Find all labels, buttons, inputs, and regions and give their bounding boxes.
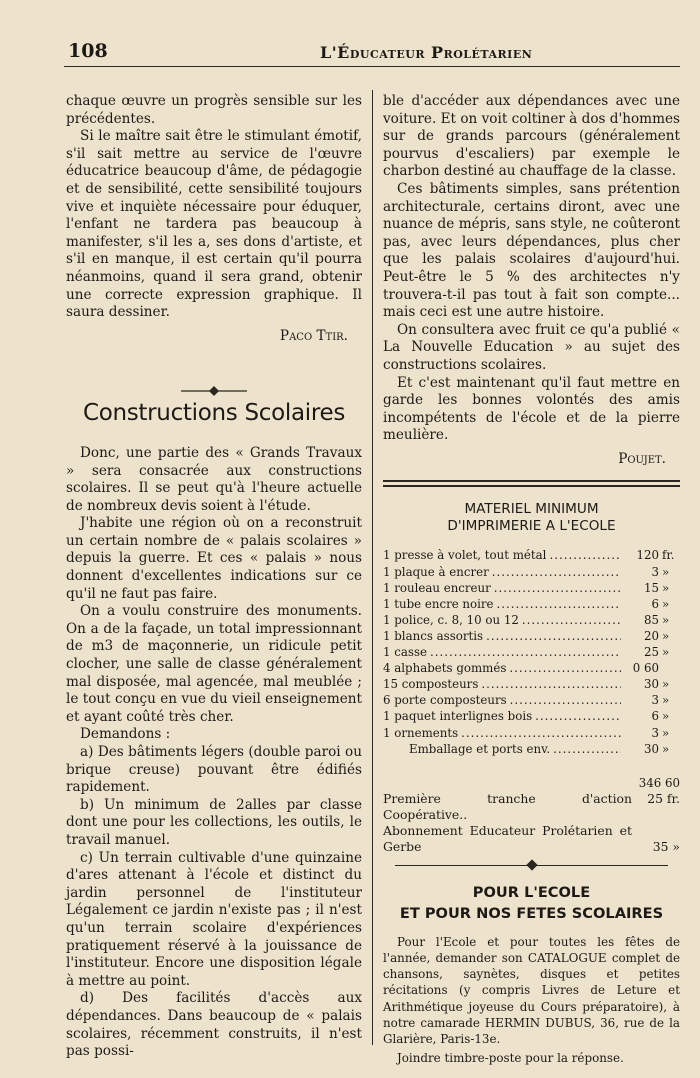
item-label: 1 plaque à encrer xyxy=(383,564,489,579)
running-title: L'Éducateur Prolétarien xyxy=(320,43,533,62)
item-label: 1 paquet interlignes bois xyxy=(383,709,533,724)
item-price: 25 xyxy=(643,645,659,660)
item-unit: » xyxy=(662,709,670,724)
item-price: 0 60 xyxy=(632,661,659,676)
body-paragraph: c) Un terrain cultivable d'une quinzaine d'ares attenant à l'école et distinct du jardin personnel de l'instituteur Légalement ce jardin n'existe pas ; il n'est qu'un terrain scolaire d'expériences pratiquement réservé à la jouissance de l'instituteur. Encore une disposition légale à mettre au point. xyxy=(66,849,362,989)
body-paragraph: b) Un minimum de 2alles par classe dont une pour les collections, les outils, le travail manuel. xyxy=(66,796,362,848)
dot-leader xyxy=(491,580,621,596)
item-unit: » xyxy=(662,596,670,611)
price-row xyxy=(383,692,680,708)
article-signature: Poujet. xyxy=(618,450,666,467)
body-paragraph: Et c'est maintenant qu'il faut mettre en garde les bonnes volontés des amis incompétents de l'école et de la pierre meulière. xyxy=(383,374,680,444)
dot-leader xyxy=(519,612,621,628)
double-rule-divider xyxy=(383,480,680,487)
intro-signature: Paco Ttir. xyxy=(279,327,348,344)
dot-leader xyxy=(506,660,621,676)
price-row xyxy=(383,612,680,628)
dot-leader xyxy=(546,547,621,563)
item-price: 30 xyxy=(643,677,659,692)
total-row xyxy=(383,775,680,791)
column-divider xyxy=(372,90,373,1045)
price-row xyxy=(383,676,680,692)
price-list xyxy=(383,547,680,790)
price-row xyxy=(383,725,680,741)
body-paragraph: Ces bâtiments simples, sans prétention architecturale, certains diront, avec une nuance de mépris, sans style, ne coûteront pas, avec leurs dépendances, plus cher que les palais scolaires d'aujourd'hui. Peut-être le 5 % des architectes n'y trouvera-t-il pas tout à fait son compte... mais ceci est une autre histoire. xyxy=(383,180,680,321)
extra-value: 35 » xyxy=(652,838,680,854)
intro-paragraph: chaque œuvre un progrès sensible sur les précédentes. xyxy=(66,93,362,127)
ornament-icon xyxy=(179,385,249,397)
price-list-title-line: D'IMPRIMERIE A L'ECOLE xyxy=(447,518,616,535)
dot-leader xyxy=(483,628,621,644)
ad-body xyxy=(383,934,680,1067)
item-price: 120 xyxy=(636,548,659,563)
dot-leader xyxy=(458,725,621,741)
item-label: 1 ornements xyxy=(383,725,459,740)
item-label: 1 tube encre noire xyxy=(383,596,494,611)
body-paragraph: On a voulu construire des monuments. On a de la façade, un total impressionnant de m3 de maçonnerie, un ridicule petit clocher, une salle de classe généralement mal disposée, mal agencée, mal meublée ; le tout conçu en vue du vieil enseignement et ayant coûté très cher. xyxy=(66,603,362,725)
dot-leader xyxy=(507,692,621,708)
body-paragraph: Demandons : xyxy=(80,726,171,743)
page-header xyxy=(64,38,680,67)
extra-label: Abonnement Educateur Prolétarien et Gerbe xyxy=(383,822,632,854)
item-unit: » xyxy=(662,564,670,579)
ad-text: Pour l'Ecole et pour toutes les fêtes de l'année, demander son CATALOGUE complet de chansons, saynètes, disques et petites récitations (y compris Livres de Leture et Arithmétique joyeuse du Cours préparatoire), à notre camarade HERMIN DUBUS, 36, rue de la Glarière, Paris-13e. xyxy=(383,934,680,1046)
total-value: 346 60 xyxy=(638,775,680,790)
ad-title-line: POUR L'ECOLE xyxy=(472,883,591,901)
item-label: 1 casse xyxy=(383,645,427,660)
price-row xyxy=(383,644,680,660)
dot-leader xyxy=(489,564,621,580)
item-label: 1 presse à volet, tout métal xyxy=(383,548,547,563)
ad-title-line: ET POUR NOS FETES SCOLAIRES xyxy=(399,904,664,922)
item-label: 6 porte composteurs xyxy=(383,693,507,708)
extra-label: Première tranche d'action Coopérative.. xyxy=(383,790,632,822)
extra-row xyxy=(383,791,680,823)
price-row xyxy=(383,708,680,724)
item-label: 4 alphabets gommés xyxy=(383,661,507,676)
diamond-icon xyxy=(526,859,537,870)
price-row xyxy=(383,547,680,563)
extra-value: 25 fr. xyxy=(647,790,680,806)
item-label: 1 blancs assortis xyxy=(383,628,484,643)
body-paragraph: ble d'accéder aux dépendances avec une voiture. Et on voit coltiner à dos d'hommes sur de grands parcours (généralement pourvus d'escaliers) par exemple le charbon destiné au chauffage de la classe. xyxy=(383,93,680,180)
dot-leader xyxy=(550,741,621,757)
item-price: 3 xyxy=(651,564,659,579)
body-paragraph: d) Des facilités d'accès aux dépendances. Dans beaucoup de « palais scolaires, récemment construits, il n'est pas possi- xyxy=(66,990,362,1060)
item-price: 6 xyxy=(651,709,659,724)
price-row xyxy=(383,628,680,644)
left-column xyxy=(66,93,362,1061)
section-title: Constructions Scolaires xyxy=(82,400,346,427)
item-price: 30 xyxy=(643,741,659,756)
extra-row xyxy=(383,823,680,855)
body-paragraph: J'habite une région où on a reconstruit un certain nombre de « palais scolaires » depuis la guerre. Et ces « palais » nous donnent d'excellentes indications sur ce qu'il ne faut pas faire. xyxy=(66,515,362,602)
item-label: Emballage et ports env. xyxy=(409,741,551,756)
ad-title xyxy=(383,882,680,924)
item-price: 3 xyxy=(651,725,659,740)
item-price: 3 xyxy=(651,693,659,708)
item-unit: » xyxy=(662,725,670,740)
price-row xyxy=(383,660,680,676)
intro-paragraph: Si le maître sait être le stimulant émotif, s'il sait mettre au service de l'œuvre éducatrice beaucoup d'âme, de pédagogie et de sensibilité, cette sensibilité toujours vive et inquiète nécessaire pour éduquer, l'enfant ne tardera pas beaucoup à manifester, s'il les a, ses dons d'artiste, et s'il en manque, il est certain qu'il pourra néanmoins, quand il sera grand, obtenir une correcte expression graphique. Il saura dessiner. xyxy=(66,128,362,321)
item-label: 1 police, c. 8, 10 ou 12 xyxy=(383,612,519,627)
dot-leader xyxy=(494,596,621,612)
ornament-divider xyxy=(395,865,668,866)
price-row xyxy=(383,596,680,612)
page-number: 108 xyxy=(68,40,108,62)
price-row xyxy=(383,741,680,757)
price-list-title xyxy=(383,501,680,535)
dot-leader xyxy=(532,708,621,724)
item-unit: fr. xyxy=(662,548,675,563)
item-price: 6 xyxy=(651,596,659,611)
item-unit: » xyxy=(662,580,670,595)
body-paragraph: a) Des bâtiments légers (double paroi ou brique creuse) pouvant être édifiés rapidement. xyxy=(66,744,362,796)
item-label: 1 rouleau encreur xyxy=(383,580,491,595)
ad-footer: Joindre timbre-poste pour la réponse. xyxy=(397,1051,624,1066)
right-column xyxy=(383,93,680,1066)
item-unit: » xyxy=(662,741,670,756)
item-unit: » xyxy=(662,677,670,692)
item-unit: » xyxy=(662,628,670,643)
dot-leader xyxy=(478,676,621,692)
item-unit: » xyxy=(662,612,670,627)
item-unit: » xyxy=(662,645,670,660)
price-row xyxy=(383,564,680,580)
item-unit: » xyxy=(662,693,670,708)
item-label: 15 composteurs xyxy=(383,677,479,692)
dot-leader xyxy=(427,644,621,660)
body-paragraph: On consultera avec fruit ce qu'a publié « La Nouvelle Education » au sujet des constructions scolaires. xyxy=(383,321,680,373)
item-price: 15 xyxy=(643,580,659,595)
item-price: 20 xyxy=(643,628,659,643)
item-price: 85 xyxy=(643,612,659,627)
price-list-title-line: MATERIEL MINIMUM xyxy=(464,501,599,518)
ornament-divider xyxy=(66,385,362,399)
body-paragraph: Donc, une partie des « Grands Travaux » sera consacrée aux constructions scolaires. Il se peut qu'à l'heure actuelle de nombreux devis soient à l'étude. xyxy=(66,444,362,514)
price-row xyxy=(383,580,680,596)
